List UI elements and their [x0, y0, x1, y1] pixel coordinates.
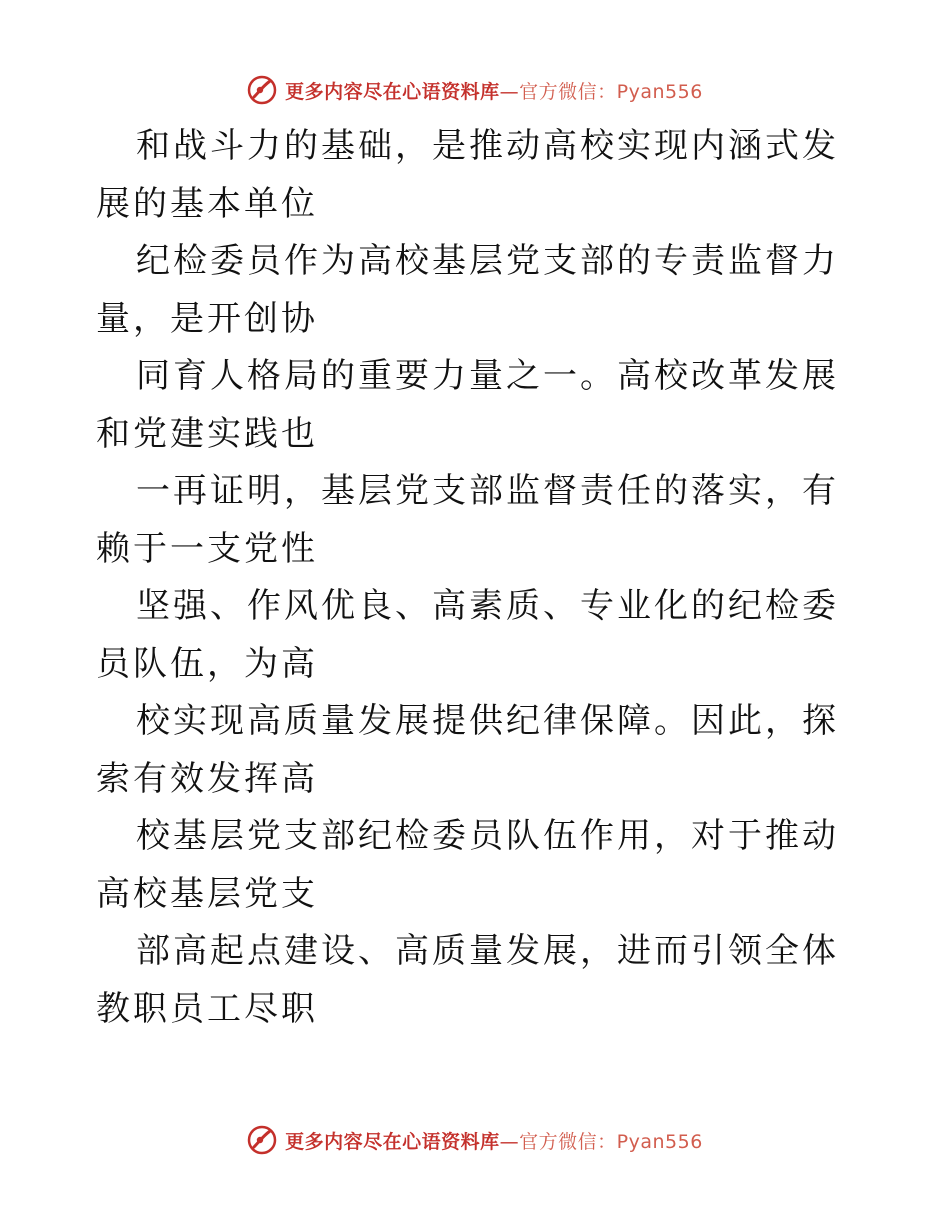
brand-logo-icon: [247, 75, 277, 105]
paragraph-2: 纪检委员作为高校基层党支部的专责监督力量，是开创协: [96, 241, 839, 339]
footer-site-name: 更多内容尽在心语资料库: [285, 1130, 500, 1153]
paragraph-8: 部高起点建设、高质量发展，进而引领全体教职员工尽职: [96, 931, 839, 1029]
paragraph-4: 一再证明，基层党支部监督责任的落实，有赖于一支党性: [96, 471, 839, 569]
document-body: [96, 118, 856, 1038]
paragraph-3: 同育人格局的重要力量之一。高校改革发展和党建实践也: [96, 356, 839, 454]
footer-contact: 官方微信：Pyan556: [519, 1130, 703, 1153]
header-separator: —: [499, 80, 520, 103]
header-banner-text: [285, 77, 703, 104]
footer-separator: —: [499, 1130, 520, 1153]
footer-banner-text: [285, 1127, 703, 1154]
paragraph-1: 和战斗力的基础，是推动高校实现内涵式发展的基本单位: [96, 126, 839, 224]
footer-banner: [0, 1120, 950, 1160]
header-banner: [0, 70, 950, 110]
paragraph-7: 校基层党支部纪检委员队伍作用，对于推动高校基层党支: [96, 816, 839, 914]
brand-logo-icon: [247, 1125, 277, 1155]
header-site-name: 更多内容尽在心语资料库: [285, 80, 500, 103]
header-contact: 官方微信：Pyan556: [519, 80, 703, 103]
paragraph-5: 坚强、作风优良、高素质、专业化的纪检委员队伍，为高: [96, 586, 839, 684]
paragraph-6: 校实现高质量发展提供纪律保障。因此，探索有效发挥高: [96, 701, 839, 799]
